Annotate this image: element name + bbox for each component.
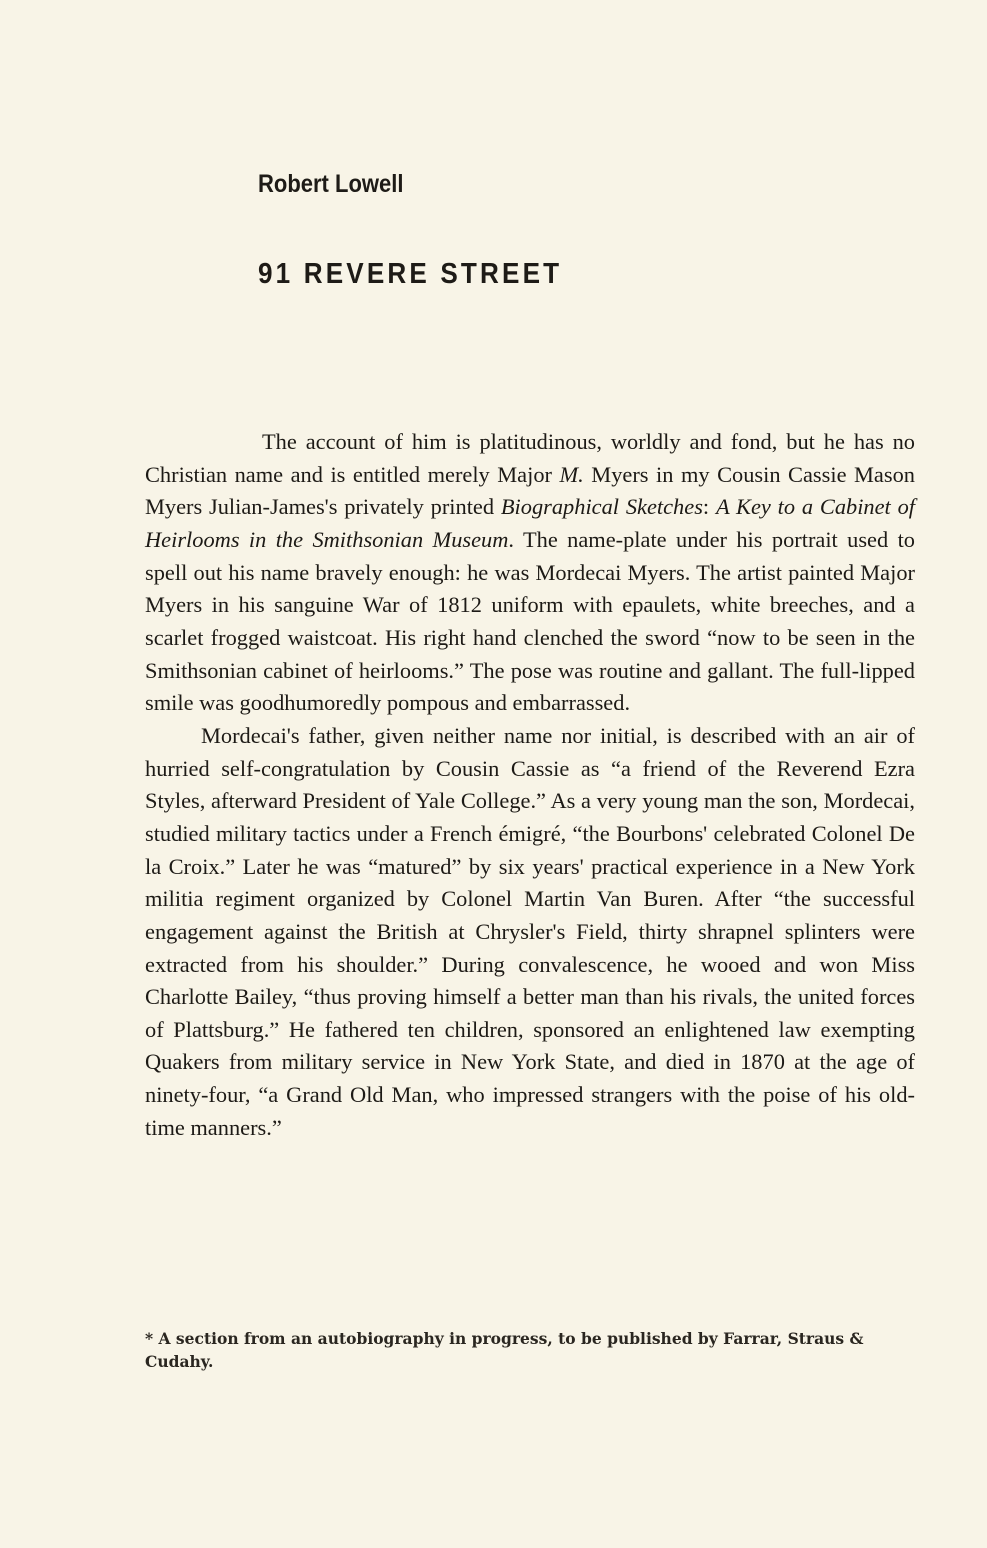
paragraph-1-part-3: . The name-plate under his portrait used to spell out his name bravely enough: he was Mordecai Myers. The artist painted Major Myers in his sanguine War of 1812 uniform with epaulets, white breeches, and a scarlet frogged waistcoat. His right hand clenched the sword “now to be seen in the Smithsonian cabinet of heirlooms.” The pose was routine and gallant. The full-lipped smile was goodhumoredly pompous and embarrassed. xyxy=(145,526,915,716)
footnote: * A section from an autobiography in progress, to be published by Farrar, Straus & Cudahy. xyxy=(145,1329,864,1371)
author-name: Robert Lowell xyxy=(258,170,404,198)
paragraph-2: Mordecai's father, given neither name nor initial, is described with an air of hurried self-congratulation by Cousin Cassie as “a friend of the Reverend Ezra Styles, afterward President of Yale College.” As a very young man the son, Mordecai, studied military tactics under a French émigré, “the Bourbons' celebrated Colonel De la Croix.” Later he was “matured” by six years' practical experience in a New York militia regiment organized by Colonel Martin Van Buren. After “the successful engagement against the British at Chrysler's Field, thirty shrapnel splinters were extracted from his shoulder.” During convalescence, he wooed and won Miss Charlotte Bailey, “thus proving himself a better man than his rivals, the united forces of Plattsburg.” He fathered ten children, sponsored an enlightened law exempting Quakers from military service in New York State, and died in 1870 at the age of ninety-four, “a Grand Old Man, who impressed strangers with the poise of his old-time manners.” xyxy=(145,722,915,1140)
book-subtitle: A Key to a Cabinet of Heirlooms in the Smithsonian Museum xyxy=(145,494,916,552)
essay-title: 91 REVERE STREET xyxy=(258,258,563,290)
essay-body xyxy=(145,426,915,1144)
paragraph-1-part-1: The account of him is platitudinous, worldly and fond, but he has no Christian name and is entitled merely Major xyxy=(145,429,915,487)
paragraph-1-part-2: Myers in my Cousin Cassie Mason Myers Julian-James's privately printed xyxy=(145,461,915,520)
book-title: Biographical Sketches xyxy=(500,494,703,520)
paragraph-1 xyxy=(145,426,915,720)
title-colon: : xyxy=(702,494,716,520)
major-initial: M. xyxy=(559,461,584,487)
